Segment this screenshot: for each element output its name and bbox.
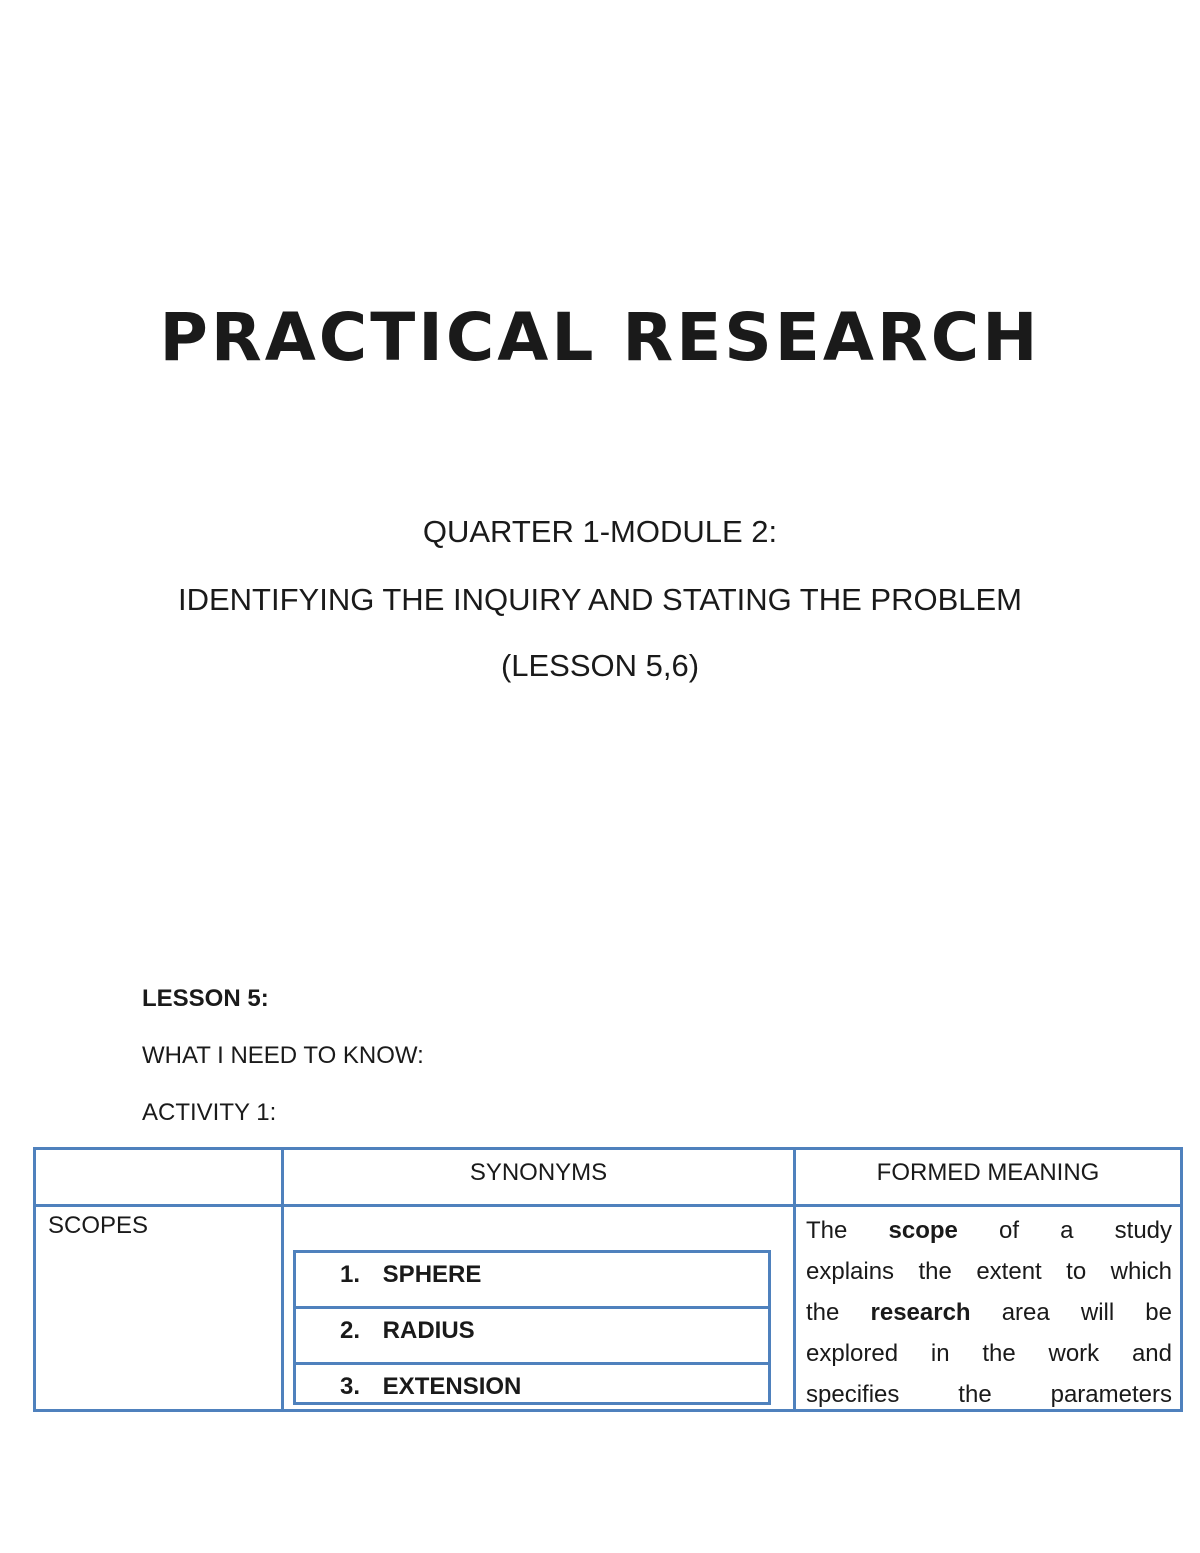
synonyms-list — [293, 1250, 771, 1405]
table-header-divider — [36, 1204, 1180, 1207]
term-cell: SCOPES — [48, 1212, 149, 1239]
meaning-text: of a study — [999, 1217, 1172, 1244]
activity-table — [33, 1147, 1183, 1412]
lesson-range: (LESSON 5,6) — [500, 648, 700, 683]
synonym-word: RADIUS — [382, 1317, 475, 1344]
section-heading: WHAT I NEED TO KNOW: — [142, 1042, 424, 1069]
document-title: PRACTICAL RESEARCH — [159, 299, 1041, 376]
lesson-heading: LESSON 5: — [142, 985, 269, 1012]
meaning-word: the — [806, 1299, 840, 1326]
header-synonyms: SYNONYMS — [469, 1159, 608, 1186]
meaning-line: explains the extent to which — [806, 1258, 1172, 1285]
header-formed-meaning: FORMED MEANING — [876, 1159, 1100, 1186]
synonym-item — [296, 1365, 768, 1418]
meaning-line — [806, 1210, 1172, 1251]
module-label: QUARTER 1-MODULE 2: — [422, 514, 778, 549]
meaning-line — [806, 1292, 1172, 1333]
synonym-number: 1. — [340, 1261, 361, 1288]
meaning-keyword: scope — [888, 1217, 958, 1244]
synonym-item — [296, 1253, 768, 1309]
meaning-line: explored in the work and — [806, 1340, 1172, 1367]
meaning-line: specifies the parameters — [806, 1381, 1172, 1408]
synonym-number: 3. — [340, 1373, 361, 1400]
synonym-item — [296, 1309, 768, 1365]
synonym-number: 2. — [340, 1317, 361, 1344]
synonym-word: SPHERE — [382, 1261, 482, 1288]
module-topic: IDENTIFYING THE INQUIRY AND STATING THE PROBLEM — [177, 582, 1023, 617]
formed-meaning-text — [806, 1210, 1172, 1410]
synonym-word: EXTENSION — [382, 1373, 522, 1400]
meaning-word: The — [806, 1217, 848, 1244]
meaning-keyword: research — [870, 1299, 971, 1326]
activity-heading: ACTIVITY 1: — [142, 1099, 277, 1126]
meaning-text: area will be — [1001, 1299, 1172, 1326]
